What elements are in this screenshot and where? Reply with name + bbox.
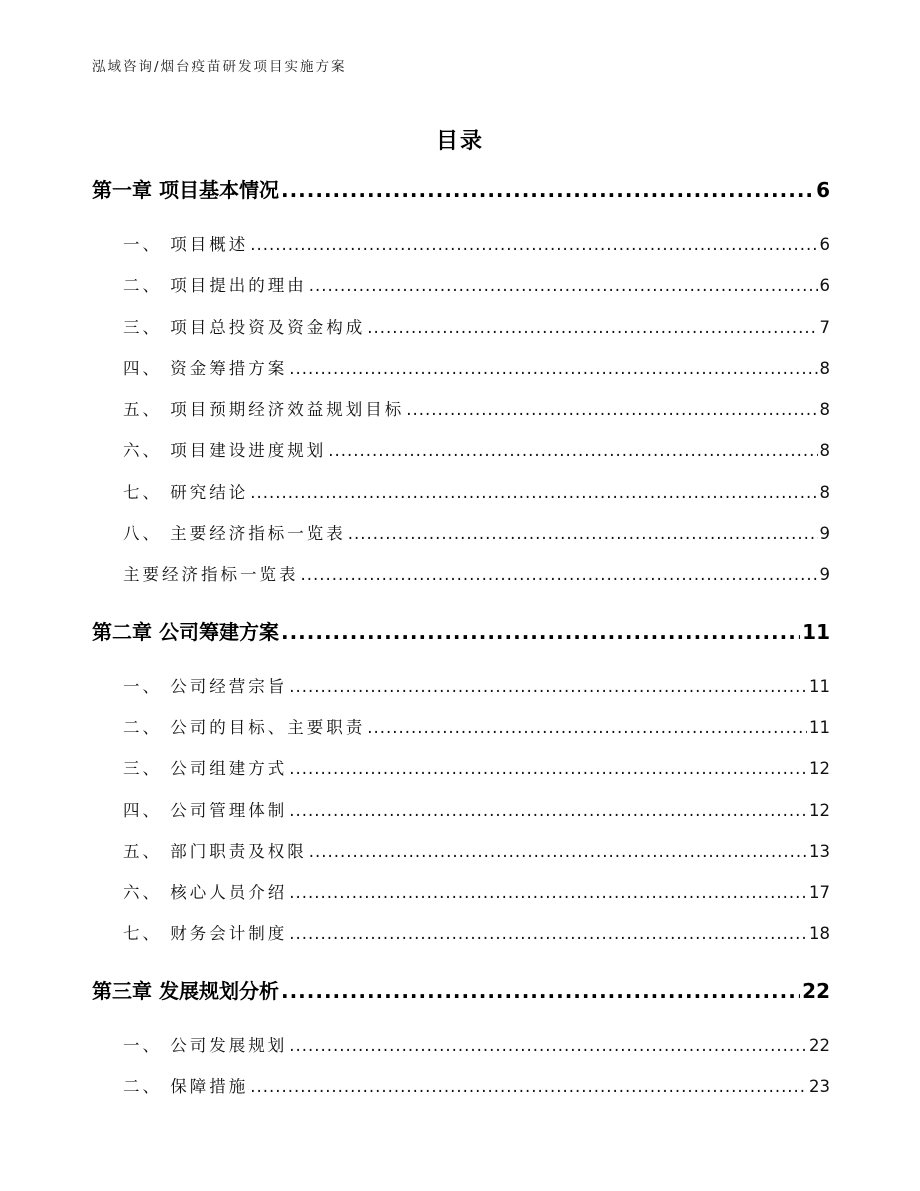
toc-entry-label: 七、 研究结论 — [123, 482, 249, 502]
toc-page-number: 22 — [809, 1035, 830, 1055]
toc-section-entry[interactable] — [92, 790, 830, 831]
toc-page-number: 11 — [809, 717, 830, 737]
dot-leader — [250, 224, 817, 265]
toc-page-number: 12 — [809, 800, 830, 820]
toc-entry-label: 第一章 项目基本情况 — [92, 178, 279, 202]
toc-entry-label: 二、 保障措施 — [123, 1077, 249, 1097]
dot-leader — [367, 707, 807, 748]
toc-section-entry[interactable] — [92, 1066, 830, 1107]
dot-leader — [250, 472, 817, 513]
running-header: 泓域咨询/烟台疫苗研发项目实施方案 — [92, 59, 347, 75]
dot-leader — [250, 1066, 807, 1107]
page-title: 目录 — [435, 129, 484, 154]
dot-leader — [289, 790, 807, 831]
toc-entry-label: 三、 项目总投资及资金构成 — [123, 317, 366, 337]
toc-section-entry[interactable] — [92, 872, 830, 913]
toc-entry-label: 六、 核心人员介绍 — [123, 883, 288, 903]
dot-leader — [367, 307, 817, 348]
toc-section-entry[interactable] — [92, 513, 830, 554]
dot-leader — [281, 606, 800, 658]
dot-leader — [289, 872, 807, 913]
toc-page-number: 23 — [809, 1077, 830, 1097]
dot-leader — [281, 965, 800, 1017]
dot-leader — [289, 348, 817, 389]
toc-page-number: 8 — [819, 358, 830, 378]
toc-entry-label: 五、 项目预期经济效益规划目标 — [123, 400, 405, 420]
toc-page-number: 11 — [802, 619, 830, 644]
dot-leader — [289, 913, 807, 954]
dot-leader — [301, 554, 818, 595]
toc-entry-label: 五、 部门职责及权限 — [123, 841, 307, 861]
toc-section-entry[interactable] — [92, 831, 830, 872]
dot-leader — [289, 748, 807, 789]
toc-page-number: 9 — [819, 565, 830, 585]
toc-page-number: 8 — [819, 441, 830, 461]
toc-page-number: 6 — [816, 178, 830, 202]
toc-chapter-entry[interactable] — [92, 965, 830, 1017]
dot-leader — [348, 513, 818, 554]
toc-entry-label: 二、 项目提出的理由 — [123, 276, 307, 296]
toc-entry-label: 二、 公司的目标、主要职责 — [123, 717, 366, 737]
dot-leader — [406, 389, 817, 430]
toc-chapter-entry[interactable] — [92, 606, 830, 658]
toc-page-number: 13 — [809, 841, 830, 861]
dot-leader — [281, 164, 814, 216]
toc-page-number: 8 — [819, 400, 830, 420]
toc-section-entry[interactable] — [92, 666, 830, 707]
toc-section-entry[interactable] — [92, 224, 830, 265]
toc-section-entry[interactable] — [92, 265, 830, 306]
toc-section-entry[interactable] — [92, 307, 830, 348]
toc-section-entry[interactable] — [92, 554, 830, 595]
toc-entry-label: 一、 公司经营宗旨 — [123, 676, 288, 696]
toc-entry-label: 七、 财务会计制度 — [123, 924, 288, 944]
toc-page-number: 9 — [819, 524, 830, 544]
toc-entry-label: 四、 资金筹措方案 — [123, 358, 288, 378]
toc-section-entry[interactable] — [92, 472, 830, 513]
toc-page-number: 12 — [809, 759, 830, 779]
dot-leader — [289, 666, 807, 707]
toc-section-entry[interactable] — [92, 348, 830, 389]
dot-leader — [289, 1025, 807, 1066]
toc-page-number: 17 — [809, 883, 830, 903]
toc-page-number: 7 — [819, 317, 830, 337]
toc-page-number: 6 — [819, 276, 830, 296]
toc-section-entry[interactable] — [92, 430, 830, 471]
toc-section-entry[interactable] — [92, 913, 830, 954]
toc-section-entry[interactable] — [92, 1025, 830, 1066]
toc-page-number: 6 — [819, 235, 830, 254]
dot-leader — [309, 265, 818, 306]
table-of-contents — [92, 164, 830, 1107]
toc-entry-label: 第二章 公司筹建方案 — [92, 619, 279, 644]
toc-entry-label: 四、 公司管理体制 — [123, 800, 288, 820]
toc-entry-label: 一、 公司发展规划 — [123, 1035, 288, 1055]
toc-entry-label: 主要经济指标一览表 — [123, 565, 299, 585]
toc-page-number: 11 — [809, 676, 830, 696]
toc-section-entry[interactable] — [92, 748, 830, 789]
toc-entry-label: 一、 项目概述 — [123, 235, 249, 254]
toc-section-entry[interactable] — [92, 707, 830, 748]
toc-page-number: 8 — [819, 482, 830, 502]
toc-chapter-entry[interactable] — [92, 164, 830, 216]
dot-leader — [309, 831, 807, 872]
toc-page-number: 22 — [802, 978, 830, 1003]
toc-entry-label: 三、 公司组建方式 — [123, 759, 288, 779]
toc-entry-label: 第三章 发展规划分析 — [92, 978, 279, 1003]
toc-section-entry[interactable] — [92, 389, 830, 430]
dot-leader — [328, 430, 817, 471]
toc-entry-label: 八、 主要经济指标一览表 — [123, 524, 346, 544]
toc-entry-label: 六、 项目建设进度规划 — [123, 441, 327, 461]
toc-page-number: 18 — [809, 924, 830, 944]
